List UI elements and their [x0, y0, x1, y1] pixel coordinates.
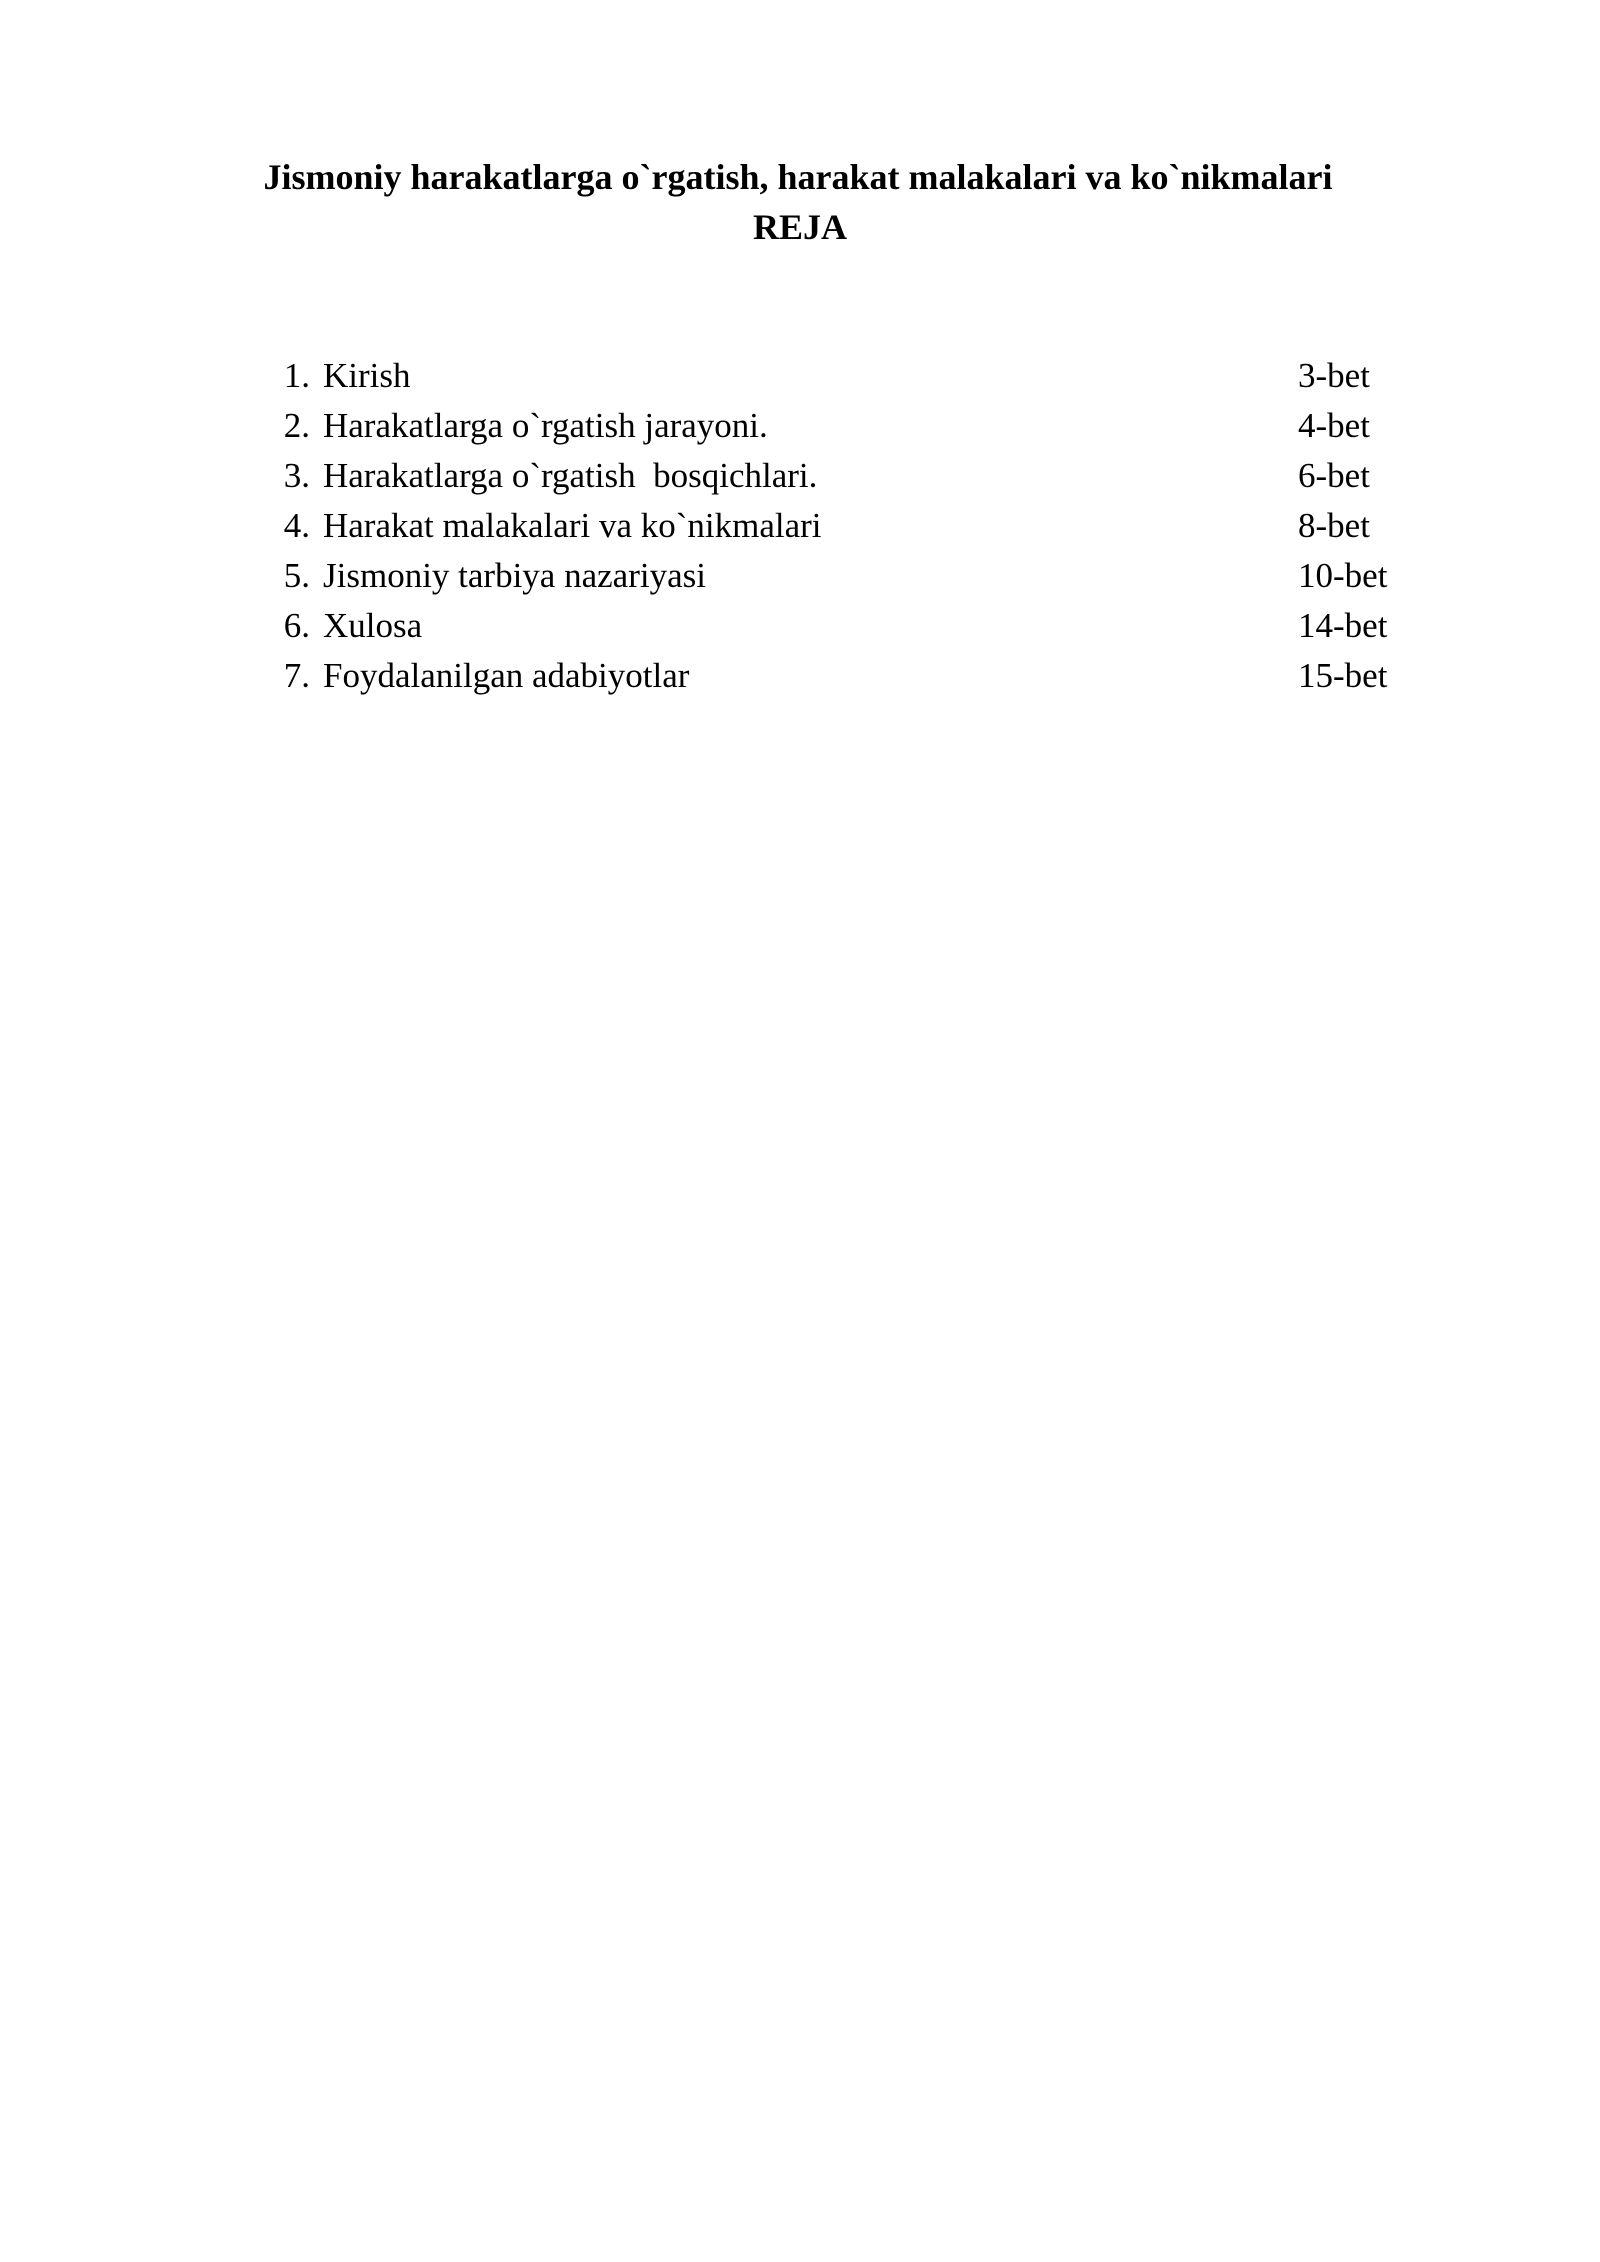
toc-item-page: 10-bet: [1298, 556, 1388, 595]
toc-item-label: Harakat malakalari va ko`nikmalari: [323, 506, 822, 545]
toc-item: [270, 501, 1400, 551]
toc-item-label: Harakatlarga o`rgatish jarayoni.: [323, 406, 768, 445]
toc-item-number: 1.: [283, 356, 310, 395]
toc-item-number: 7.: [283, 656, 310, 695]
table-of-contents: [270, 351, 1400, 701]
toc-item: [270, 351, 1400, 401]
toc-item: [270, 451, 1400, 501]
toc-item-page: 3-bet: [1298, 356, 1370, 395]
toc-item: [270, 551, 1400, 601]
toc-item-page: 8-bet: [1298, 506, 1370, 545]
title-reja: REJA: [752, 207, 847, 247]
toc-item-number: 3.: [283, 456, 310, 495]
document-title: [0, 152, 1600, 252]
toc-item-page: 15-bet: [1298, 656, 1388, 695]
toc-item-label: Harakatlarga o`rgatish bosqichlari.: [323, 456, 818, 495]
toc-item: [270, 601, 1400, 651]
toc-item-label: Foydalanilgan adabiyotlar: [323, 656, 690, 695]
title-main: Jismoniy harakatlarga o`rgatish, harakat malakalari va ko`nikmalari: [263, 157, 1333, 197]
toc-item-number: 6.: [283, 606, 310, 645]
toc-item-page: 4-bet: [1298, 406, 1370, 445]
toc-item-label: Kirish: [323, 356, 411, 395]
toc-item-label: Jismoniy tarbiya nazariyasi: [323, 556, 706, 595]
toc-item-label: Xulosa: [323, 606, 423, 645]
toc-item-page: 14-bet: [1298, 606, 1388, 645]
toc-item-number: 5.: [283, 556, 310, 595]
toc-item-number: 2.: [283, 406, 310, 445]
toc-item: [270, 401, 1400, 451]
toc-item: [270, 651, 1400, 701]
toc-item-page: 6-bet: [1298, 456, 1370, 495]
toc-item-number: 4.: [283, 506, 310, 545]
